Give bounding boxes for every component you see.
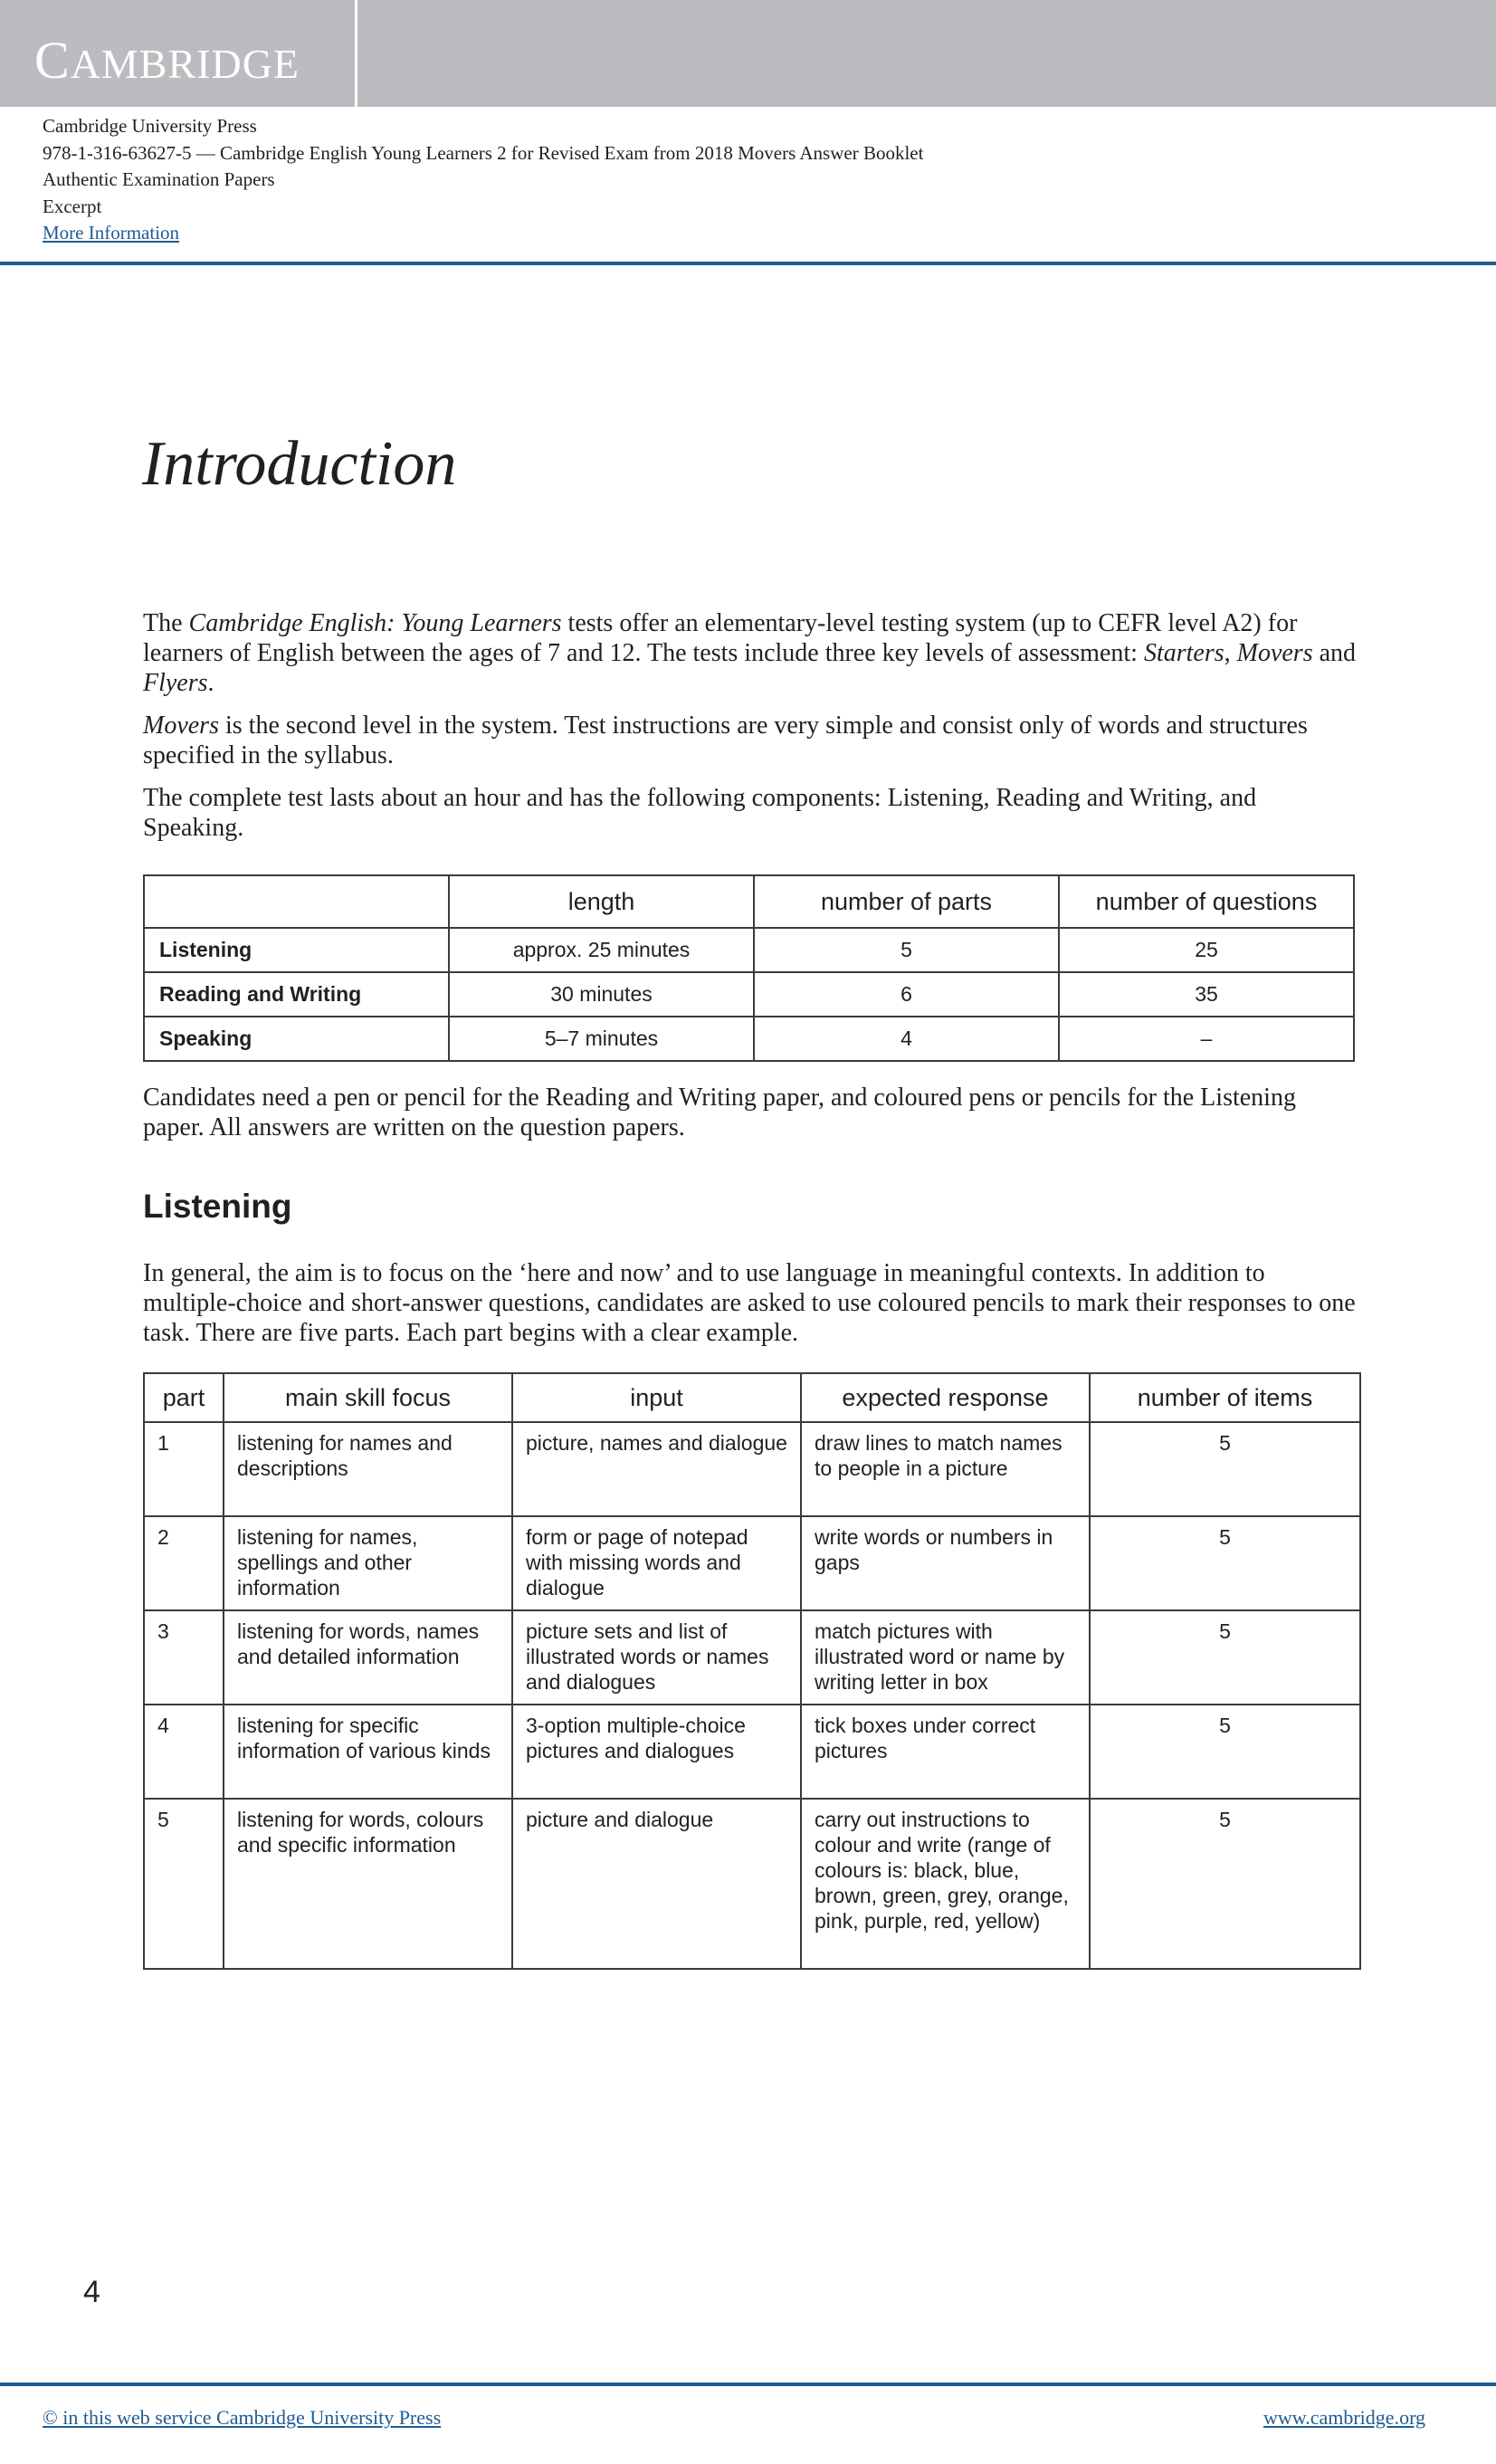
part-number: 4 xyxy=(144,1705,224,1799)
page-title: Introduction xyxy=(142,429,457,499)
publisher-name: Cambridge University Press xyxy=(43,115,257,137)
text-span: is the second level in the system. Test instructions are very simple and consist only of words and structures specified in the syllabus. xyxy=(143,712,1308,769)
component-parts: 5 xyxy=(754,928,1059,972)
components-table xyxy=(143,874,1355,1062)
logo-initial: C xyxy=(34,31,71,90)
component-length: 5–7 minutes xyxy=(449,1017,754,1061)
part-number: 1 xyxy=(144,1422,224,1516)
materials-text xyxy=(143,1083,1360,1155)
isbn-title-line: 978-1-316-63627-5 — Cambridge English Young Learners 2 for Revised Exam from 2018 Movers Answer Booklet xyxy=(43,141,924,164)
intro-paragraph-1 xyxy=(143,608,1360,698)
skill-focus: listening for words, colours and specific information xyxy=(224,1799,512,1969)
skill-focus: listening for specific information of various kinds xyxy=(224,1705,512,1799)
input: picture, names and dialogue xyxy=(512,1422,801,1516)
column-header: expected response xyxy=(801,1373,1090,1422)
italic-text: Starters xyxy=(1143,639,1224,667)
number-of-items: 5 xyxy=(1090,1610,1360,1705)
listening-heading: Listening xyxy=(143,1188,292,1225)
excerpt-label: Excerpt xyxy=(43,195,102,217)
table-row xyxy=(144,972,1354,1017)
expected-response: carry out instructions to colour and write (range of colours is: black, blue, brown, green, grey, orange, pink, purple, red, yellow) xyxy=(801,1799,1090,1969)
expected-response: write words or numbers in gaps xyxy=(801,1516,1090,1610)
text-span: , xyxy=(1224,639,1237,667)
expected-response: draw lines to match names to people in a picture xyxy=(801,1422,1090,1516)
component-name: Listening xyxy=(144,928,449,972)
expected-response: match pictures with illustrated word or name by writing letter in box xyxy=(801,1610,1090,1705)
table-row xyxy=(144,1516,1360,1610)
listening-paragraph: In general, the aim is to focus on the ‘here and now’ and to use language in meaningful contexts. In addition to multiple-choice and short-answer questions, candidates are asked to use coloured pencils to mark their responses to one task. There are five parts. Each part begins with a clear example. xyxy=(143,1259,1356,1347)
table-row xyxy=(144,1610,1360,1705)
intro-paragraph-2 xyxy=(143,711,1360,770)
table-row xyxy=(144,928,1354,972)
skill-focus: listening for words, names and detailed information xyxy=(224,1610,512,1705)
input: 3-option multiple-choice pictures and dialogues xyxy=(512,1705,801,1799)
column-header: main skill focus xyxy=(224,1373,512,1422)
skill-focus: listening for names, spellings and other information xyxy=(224,1516,512,1610)
more-information-link[interactable]: More Information xyxy=(43,222,180,244)
cambridge-logo xyxy=(34,31,300,90)
skill-focus: listening for names and descriptions xyxy=(224,1422,512,1516)
component-parts: 6 xyxy=(754,972,1059,1017)
website-link[interactable]: www.cambridge.org xyxy=(1263,2406,1425,2429)
expected-response: tick boxes under correct pictures xyxy=(801,1705,1090,1799)
component-name: Reading and Writing xyxy=(144,972,449,1017)
header-divider xyxy=(355,0,357,107)
number-of-items: 5 xyxy=(1090,1799,1360,1969)
italic-text: Movers xyxy=(143,712,219,740)
column-header: number of items xyxy=(1090,1373,1360,1422)
intro-paragraph-3: The complete test lasts about an hour and has the following components: Listening, Reading and Writing, and Speaking. xyxy=(143,784,1257,842)
input: picture and dialogue xyxy=(512,1799,801,1969)
table-row xyxy=(144,1705,1360,1799)
table-row xyxy=(144,1017,1354,1061)
column-header: number of parts xyxy=(754,875,1059,928)
text-span: tests offer an elementary-level testing system (up to CEFR level A2) for learners of English between the ages of 7 and 12. The tests include three key levels of assessment: xyxy=(143,609,1298,667)
text-span: and xyxy=(1312,639,1357,667)
component-length: approx. 25 minutes xyxy=(449,928,754,972)
footer-rule xyxy=(0,2383,1496,2386)
column-header: input xyxy=(512,1373,801,1422)
component-length: 30 minutes xyxy=(449,972,754,1017)
materials-paragraph: Candidates need a pen or pencil for the Reading and Writing paper, and coloured pens or pencils for the Listening paper. All answers are written on the question papers. xyxy=(143,1084,1296,1141)
series-name: Authentic Examination Papers xyxy=(43,168,275,190)
intro-text xyxy=(143,608,1360,855)
table-header-row xyxy=(144,1373,1360,1422)
text-span: The xyxy=(143,609,189,637)
part-number: 2 xyxy=(144,1516,224,1610)
text-span: . xyxy=(207,669,214,697)
component-questions: – xyxy=(1059,1017,1354,1061)
table-row xyxy=(144,1422,1360,1516)
listening-parts-table xyxy=(143,1372,1361,1970)
part-number: 5 xyxy=(144,1799,224,1969)
column-header xyxy=(144,875,449,928)
number-of-items: 5 xyxy=(1090,1705,1360,1799)
page-number: 4 xyxy=(83,2275,100,2309)
italic-text: Cambridge English: Young Learners xyxy=(188,609,562,637)
header-bar xyxy=(0,0,1496,107)
input: form or page of notepad with missing words and dialogue xyxy=(512,1516,801,1610)
logo-rest: AMBRIDGE xyxy=(70,41,300,87)
listening-text xyxy=(143,1258,1360,1361)
italic-text: Flyers xyxy=(143,669,208,697)
table-header-row xyxy=(144,875,1354,928)
italic-text: Movers xyxy=(1236,639,1313,667)
header-rule xyxy=(0,262,1496,265)
number-of-items: 5 xyxy=(1090,1422,1360,1516)
column-header: part xyxy=(144,1373,224,1422)
copyright-link[interactable]: © in this web service Cambridge University Press xyxy=(43,2406,442,2429)
component-questions: 25 xyxy=(1059,928,1354,972)
book-metadata xyxy=(43,113,923,247)
table-row xyxy=(144,1799,1360,1969)
component-parts: 4 xyxy=(754,1017,1059,1061)
part-number: 3 xyxy=(144,1610,224,1705)
number-of-items: 5 xyxy=(1090,1516,1360,1610)
input: picture sets and list of illustrated words or names and dialogues xyxy=(512,1610,801,1705)
component-questions: 35 xyxy=(1059,972,1354,1017)
component-name: Speaking xyxy=(144,1017,449,1061)
column-header: number of questions xyxy=(1059,875,1354,928)
column-header: length xyxy=(449,875,754,928)
